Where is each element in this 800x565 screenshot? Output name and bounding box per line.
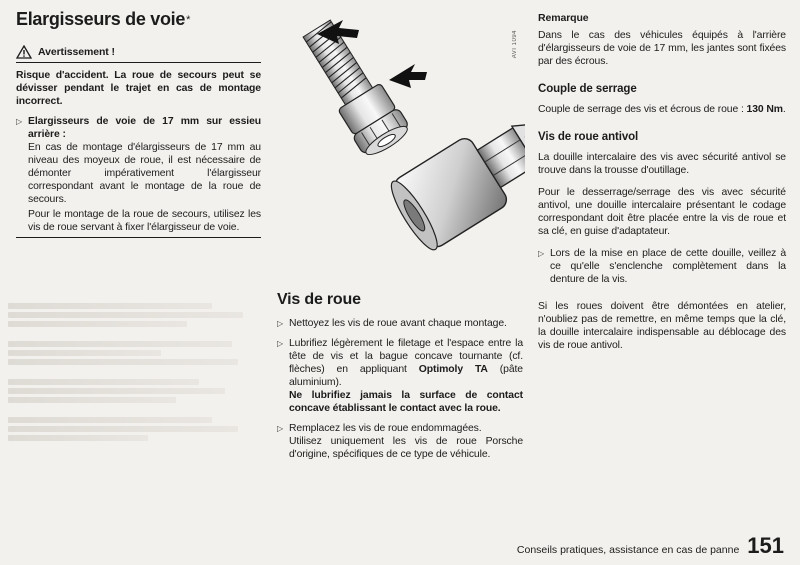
page-footer [517,533,784,559]
torque-text: Couple de serrage des vis et écrous de roue : 130 Nm. [538,104,786,115]
product-name: Optimoly TA [418,364,488,375]
page-number: 151 [747,533,784,558]
warning-text: Risque d'accident. La roue de secours peut se dévisser pendant le trajet en cas de montage incorrect. [16,70,261,107]
torque-title: Couple de serrage [538,83,637,95]
title-footnote-mark: * [186,14,191,26]
list-item [277,337,523,415]
antitheft-paragraph: Pour le desserrage/serrage des vis avec sécurité antivol, une douille intercalaire présentant le codage correspondant doit être placée entre la vis de roue et sa clé, en guise d'adaptateur. [538,187,786,237]
bullet-text-tail: (pâte aluminium). [289,364,523,388]
remark-text: Dans le cas des véhicules équipés à l'arrière d'élargisseurs de voie de 17 mm, les jantes sont fixées par des écrous. [538,30,786,67]
column-track-spacers [16,8,261,238]
wheel-bolt-drawing [277,8,525,270]
bullet-arrow-icon: ▷ [16,117,23,126]
bullet-text: Nettoyez les vis de roue avant chaque montage. [289,318,507,329]
bullet-arrow-icon: ▷ [277,424,284,433]
column-remarks [538,12,786,352]
remark-title: Remarque [538,12,589,24]
lubrication-warning: Ne lubrifiez jamais la surface de contact concave établissant le contact avec la roue. [289,390,523,414]
bullet-arrow-icon: ▷ [277,319,284,328]
antitheft-paragraph: La douille intercalaire des vis avec sécurité antivol se trouve dans la trousse d'outillage. [538,152,786,176]
show-through-mid [8,300,263,520]
list-item [277,422,523,461]
bullet-text: Remplacez les vis de roue endommagées. [289,423,482,434]
figure-code: AVI 1094 [512,30,518,59]
warning-label: Avertissement ! [38,45,115,58]
bullet-text: Lubrifiez légèrement le filetage et l'espace entre la tête de vis et la bague concave tournante (cf. flèches) en appliquant [289,338,523,375]
column-wheel-bolts [277,290,523,461]
warning-header [16,45,261,63]
antitheft-title: Vis de roue antivol [538,131,639,143]
bullet-heading: Elargisseurs de voie de 17 mm sur essieu arrière : [28,116,261,140]
page-title [16,8,261,31]
title-text: Elargisseurs de voie [16,9,186,29]
list-item [16,115,261,234]
list-item [277,317,523,330]
list-item [538,247,786,286]
bullet-text: Utilisez uniquement les vis de roue Porsche d'origine, spécifiques de ce type de véhicule. [289,436,523,460]
section-title: Vis de roue [277,291,361,308]
bullet-paragraph: Pour le montage de la roue de secours, utilisez les vis de roue servant à fixer l'élargisseur de voie. [28,209,261,233]
show-through-left [268,10,274,550]
bullet-arrow-icon: ▷ [277,339,284,348]
wheel-bolt-illustration [277,8,525,270]
torque-value: 130 Nm [746,104,783,115]
footer-section-title: Conseils pratiques, assistance en cas de panne [516,544,740,556]
bullet-text: Lors de la mise en place de cette douille, veillez à ce qu'elle s'enclenche complètement dans la denture de la vis. [550,248,786,285]
bullet-paragraph: En cas de montage d'élargisseurs de 17 mm au niveau des moyeux de roue, il est nécessaire de démonter impérativement l'élargisseur correspondant avant le montage de la roue de secours. [28,142,261,205]
bullet-arrow-icon: ▷ [538,249,545,258]
warning-triangle-icon [16,45,32,59]
divider [16,237,261,238]
antitheft-paragraph: Si les roues doivent être démontées en atelier, n'oubliez pas de remettre, en même temps que la clé, la douille intercalaire indispensable au déblocage des vis de roue antivol. [538,301,786,351]
